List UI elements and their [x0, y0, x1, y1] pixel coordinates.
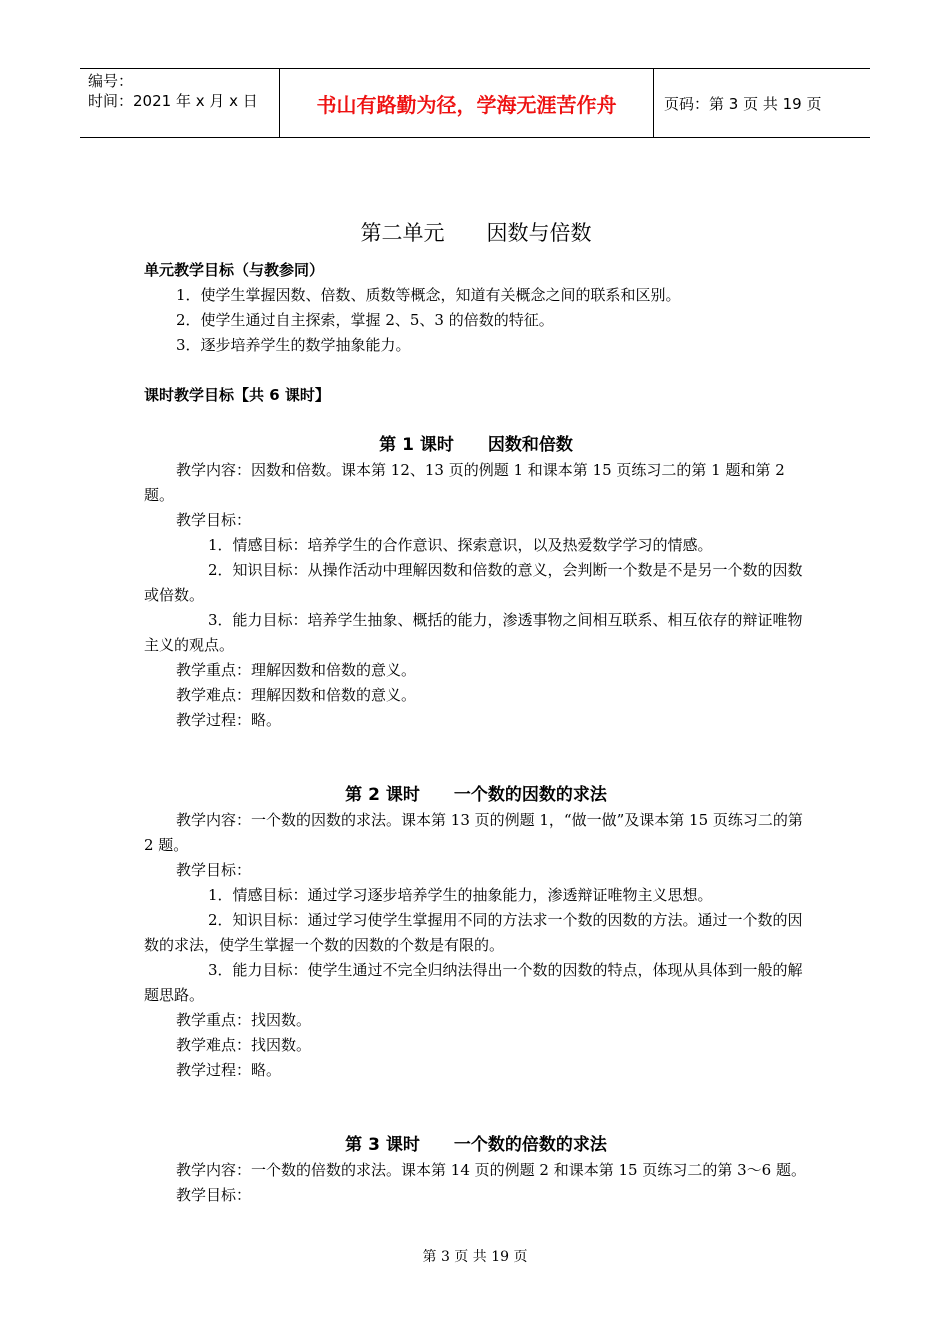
header-motto: 书山有路勤为径，学海无涯苦作舟 — [280, 69, 654, 137]
lesson-goal: 1．情感目标：通过学习逐步培养学生的抽象能力，渗透辩证唯物主义思想。 — [208, 886, 713, 904]
lesson-title: 第 3 课时 一个数的倍数的求法 — [345, 1135, 607, 1155]
unit-goal: 2．使学生通过自主探索，掌握 2、5、3 的倍数的特征。 — [176, 311, 554, 329]
lesson-difficulty: 教学难点：找因数。 — [176, 1036, 312, 1054]
header-page-info: 页码：第 3 页 共 19 页 — [664, 94, 822, 113]
lesson-key-point: 教学重点：找因数。 — [176, 1011, 312, 1029]
lesson-content: 教学内容：因数和倍数。课本第 12、13 页的例题 1 和课本第 15 页练习二的第 1 题和第 2 题。 — [144, 461, 785, 504]
page-header — [80, 68, 870, 138]
lesson-goals-label: 教学目标： — [176, 861, 252, 879]
number-label: 编号： — [88, 72, 134, 90]
lesson-key-point: 教学重点：理解因数和倍数的意义。 — [176, 661, 417, 679]
lesson-content: 教学内容：一个数的因数的求法。课本第 13 页的例题 1，“做一做”及课本第 15 页练习二的第 2 题。 — [144, 811, 803, 854]
lesson-goal: 2．知识目标：从操作活动中理解因数和倍数的意义，会判断一个数是不是另一个数的因数或倍数。 — [144, 561, 803, 604]
header-meta — [80, 69, 280, 137]
unit-goal: 1．使学生掌握因数、倍数、质数等概念，知道有关概念之间的联系和区别。 — [176, 286, 681, 304]
lesson-goals-heading: 课时教学目标【共 6 课时】 — [144, 386, 330, 404]
lesson-goal: 2．知识目标：通过学习使学生掌握用不同的方法求一个数的因数的方法。通过一个数的因数的求法，使学生掌握一个数的因数的个数是有限的。 — [144, 911, 803, 954]
lesson-process: 教学过程：略。 — [176, 711, 282, 729]
page-footer: 第 3 页 共 19 页 — [422, 1249, 528, 1265]
lesson-title: 第 2 课时 一个数的因数的求法 — [345, 785, 607, 805]
lesson-process: 教学过程：略。 — [176, 1061, 282, 1079]
unit-goal: 3．逐步培养学生的数学抽象能力。 — [176, 336, 411, 354]
unit-goals-heading: 单元教学目标（与教参同） — [144, 261, 325, 279]
lesson-goal: 3．能力目标：使学生通过不完全归纳法得出一个数的因数的特点，体现从具体到一般的解题思路。 — [144, 961, 803, 1004]
document-body — [144, 216, 808, 1208]
document-title: 第二单元 因数与倍数 — [360, 221, 592, 245]
lesson-goals-label: 教学目标： — [176, 511, 252, 529]
lesson-content: 教学内容：一个数的倍数的求法。课本第 14 页的例题 2 和课本第 15 页练习二的第 3～6 题。 — [176, 1161, 806, 1179]
lesson-goal: 3．能力目标：培养学生抽象、概括的能力，渗透事物之间相互联系、相互依存的辩证唯物主义的观点。 — [144, 611, 803, 654]
lesson-goal: 1．情感目标：培养学生的合作意识、探索意识，以及热爱数学学习的情感。 — [208, 536, 713, 554]
time-label: 时间：2021 年 x 月 x 日 — [88, 92, 258, 110]
lesson-goals-label: 教学目标： — [176, 1186, 252, 1204]
lesson-title: 第 1 课时 因数和倍数 — [379, 435, 573, 455]
lesson-difficulty: 教学难点：理解因数和倍数的意义。 — [176, 686, 417, 704]
